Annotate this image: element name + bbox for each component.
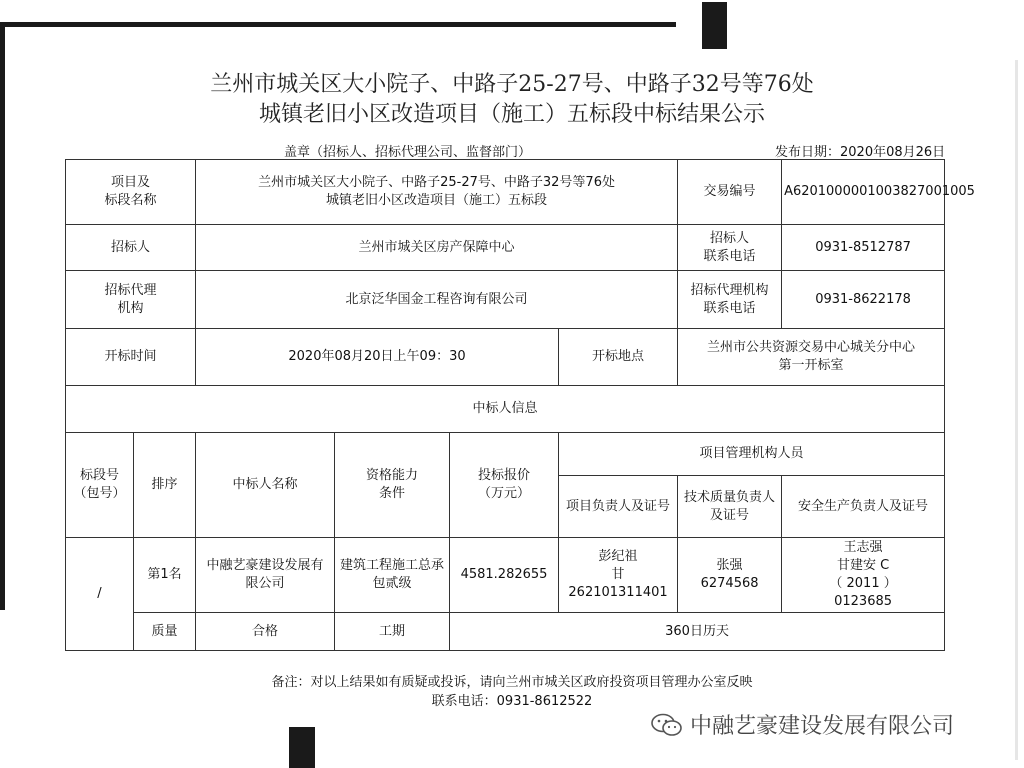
winner-lot: / [66, 538, 134, 651]
open-place-value: 兰州市公共资源交易中心城关分中心 第一开标室 [678, 329, 945, 386]
tenderer-label: 招标人 [66, 225, 196, 271]
tenderer-phone-label: 招标人 联系电话 [678, 225, 782, 271]
seal-label: 盖章（招标人、招标代理公司、监督部门） [284, 145, 532, 160]
period-label: 工期 [335, 613, 450, 651]
pm-staff-header: 项目管理机构人员 [559, 433, 945, 476]
agency-value: 北京泛华国金工程咨询有限公司 [196, 271, 678, 329]
winner-info-header: 中标人信息 [66, 386, 945, 433]
frame-top-bar [0, 22, 676, 27]
winner-safety-leader: 王志强 甘建安 C （ 2011 ） 0123685 [782, 538, 945, 613]
winner-name: 中融艺豪建设发展有 限公司 [196, 538, 335, 613]
doc-title-line2: 城镇老旧小区改造项目（施工）五标段中标结果公示 [258, 102, 765, 127]
trade-no-value: A6201000001003827001005 [782, 160, 945, 225]
lot-header: 标段号 （包号） [66, 433, 134, 538]
tech-leader-header: 技术质量负责人 及证号 [678, 476, 782, 538]
tenderer-phone-value: 0931-8512787 [782, 225, 945, 271]
tenderer-value: 兰州市城关区房产保障中心 [196, 225, 678, 271]
watermark-text: 中融艺豪建设发展有限公司 [690, 714, 955, 739]
bid-price-header: 投标报价 （万元） [450, 433, 559, 538]
wechat-icon [650, 713, 684, 737]
open-time-value: 2020年08月20日上午09：30 [196, 329, 559, 386]
quality-value: 合格 [196, 613, 335, 651]
winner-tech-leader: 张强 6274568 [678, 538, 782, 613]
period-value: 360日历天 [450, 613, 945, 651]
decor-block-top [702, 2, 727, 49]
agency-phone-value: 0931-8622178 [782, 271, 945, 329]
doc-title-line1: 兰州市城关区大小院子、中路子25-27号、中路子32号等76处 [210, 72, 814, 97]
rank-header: 排序 [134, 433, 196, 538]
project-value: 兰州市城关区大小院子、中路子25-27号、中路子32号等76处 城镇老旧小区改造项目（施工）五标段 [196, 160, 678, 225]
watermark [650, 709, 954, 740]
project-leader-header: 项目负责人及证号 [559, 476, 678, 538]
project-label: 项目及 标段名称 [66, 160, 196, 225]
decor-block-bottom [289, 727, 315, 768]
winner-name-header: 中标人名称 [196, 433, 335, 538]
winner-rank: 第1名 [134, 538, 196, 613]
note-line2: 联系电话：0931-8612522 [431, 694, 593, 709]
note-line1: 备注：对以上结果如有质疑或投诉，请向兰州市城关区政府投资项目管理办公室反映 [271, 675, 753, 690]
winner-project-leader: 彭纪祖 甘 262101311401 [559, 538, 678, 613]
open-place-label: 开标地点 [559, 329, 678, 386]
winner-qualification: 建筑工程施工总承 包贰级 [335, 538, 450, 613]
trade-no-label: 交易编号 [678, 160, 782, 225]
result-table [65, 159, 975, 651]
quality-label: 质量 [134, 613, 196, 651]
publish-date: 发布日期：2020年08月26日 [775, 145, 946, 160]
open-time-label: 开标时间 [66, 329, 196, 386]
winner-price: 4581.282655 [450, 538, 559, 613]
agency-phone-label: 招标代理机构 联系电话 [678, 271, 782, 329]
agency-label: 招标代理 机构 [66, 271, 196, 329]
qualification-header: 资格能力 条件 [335, 433, 450, 538]
frame-right-bar [1015, 60, 1018, 760]
safety-leader-header: 安全生产负责人及证号 [782, 476, 945, 538]
